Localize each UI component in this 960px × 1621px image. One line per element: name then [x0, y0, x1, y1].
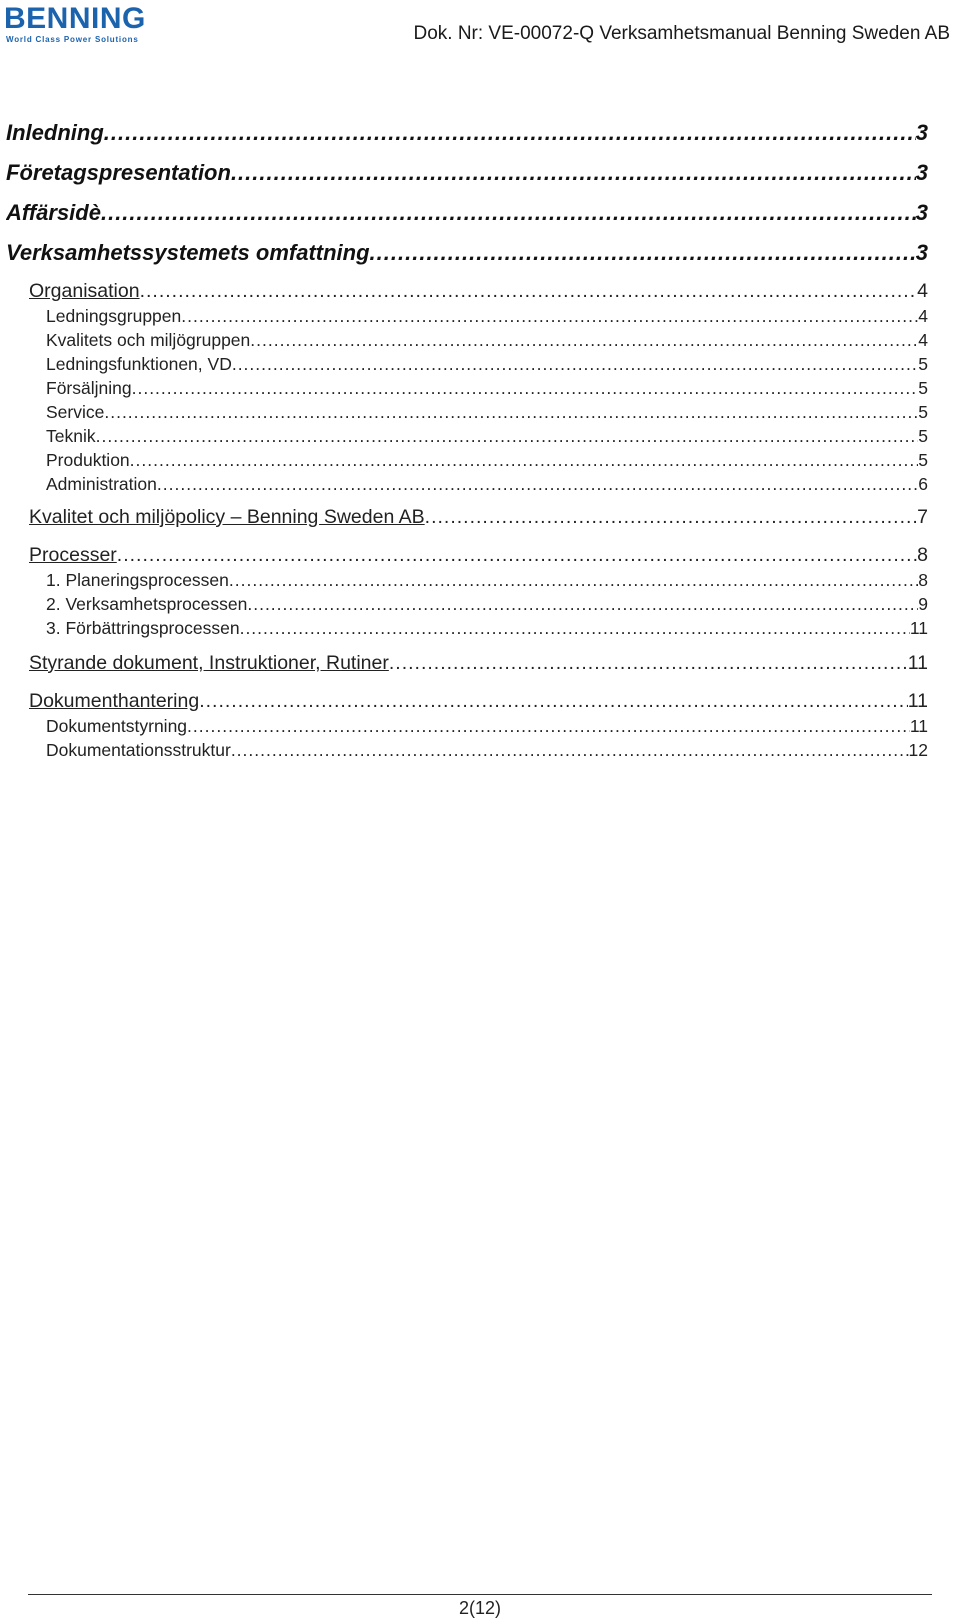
- toc-entry-forsaljning[interactable]: [46, 378, 928, 399]
- toc-leader-dots: [101, 200, 916, 226]
- toc-entry-processer[interactable]: [29, 544, 928, 567]
- toc-leader-dots: [140, 280, 918, 303]
- toc-entry-label: Organisation: [29, 280, 140, 302]
- toc-entry-page: 8: [917, 544, 928, 566]
- toc-entry-label: Dokumentationsstruktur: [46, 740, 231, 760]
- toc-entry-label: Service: [46, 402, 105, 422]
- toc-entry-label: Styrande dokument, Instruktioner, Rutiner: [29, 652, 389, 674]
- toc-leader-dots: [247, 594, 918, 615]
- toc-entry-label: Teknik: [46, 426, 96, 446]
- toc-entry-service[interactable]: [46, 402, 928, 423]
- toc-entry-dokumenthantering[interactable]: [29, 690, 928, 713]
- toc-entry-foretagspresentation[interactable]: [6, 160, 928, 186]
- toc-leader-dots: [425, 506, 917, 529]
- toc-leader-dots: [187, 716, 910, 737]
- toc-entry-planeringsprocessen[interactable]: [46, 570, 928, 591]
- toc-entry-page: 5: [918, 354, 928, 374]
- footer-divider: [28, 1594, 932, 1595]
- toc-entry-label: Dokumentstyrning: [46, 716, 188, 736]
- toc-entry-page: 3: [915, 160, 928, 185]
- toc-entry-label: Kvalitets och miljögruppen: [46, 330, 251, 350]
- page-number: 2(12): [458, 1598, 502, 1618]
- toc-entry-verksamhetsprocessen[interactable]: [46, 594, 928, 615]
- toc-entry-page: 5: [918, 426, 928, 446]
- toc-entry-page: 8: [918, 570, 928, 590]
- toc-entry-page: 4: [918, 306, 928, 326]
- toc-entry-kvalitet-och-miljopolicy[interactable]: [29, 506, 928, 529]
- toc-entry-page: 9: [918, 594, 928, 614]
- toc-leader-dots: [229, 570, 918, 591]
- toc-leader-dots: [104, 402, 918, 423]
- toc-leader-dots: [370, 240, 916, 266]
- toc-leader-dots: [232, 354, 918, 375]
- toc-entry-page: 5: [918, 402, 928, 422]
- toc-entry-page: 4: [918, 330, 928, 350]
- toc-entry-label: Administration: [46, 474, 157, 494]
- toc-entry-label: 3. Förbättringsprocessen: [46, 618, 240, 638]
- benning-logo: [4, 4, 184, 44]
- toc-entry-page: 5: [918, 450, 928, 470]
- toc-entry-page: 7: [917, 506, 928, 528]
- toc-entry-page: 4: [917, 280, 928, 302]
- toc-entry-forbattringsprocessen[interactable]: [46, 618, 928, 639]
- toc-entry-teknik[interactable]: [46, 426, 928, 447]
- toc-entry-page: 3: [915, 240, 928, 265]
- toc-entry-verksamhetssystemets-omfattning[interactable]: [6, 240, 928, 266]
- toc-leader-dots: [130, 450, 919, 471]
- toc-leader-dots: [389, 652, 908, 675]
- toc-entry-label: Ledningsgruppen: [46, 306, 182, 326]
- toc-entry-page: 3: [915, 120, 928, 145]
- toc-entry-label: Verksamhetssystemets omfattning: [6, 240, 370, 265]
- toc-leader-dots: [199, 690, 908, 713]
- toc-entry-page: 12: [908, 740, 928, 760]
- toc-entry-label: 1. Planeringsprocessen: [46, 570, 229, 590]
- toc-entry-page: 11: [909, 618, 928, 638]
- toc-entry-label: 2. Verksamhetsprocessen: [46, 594, 248, 614]
- toc-entry-label: Ledningsfunktionen, VD: [46, 354, 232, 374]
- toc-entry-styrande-dokument[interactable]: [29, 652, 928, 675]
- toc-entry-page: 6: [918, 474, 928, 494]
- toc-entry-affaraside[interactable]: [6, 200, 928, 226]
- toc-entry-organisation[interactable]: [29, 280, 928, 303]
- toc-entry-label: Företagspresentation: [6, 160, 231, 185]
- toc-entry-page: 5: [918, 378, 928, 398]
- toc-entry-label: Försäljning: [46, 378, 132, 398]
- toc-leader-dots: [157, 474, 918, 495]
- toc-leader-dots: [240, 618, 910, 639]
- page-header: [0, 0, 960, 48]
- toc-leader-dots: [117, 544, 917, 567]
- toc-leader-dots: [250, 330, 918, 351]
- toc-entry-page: 11: [907, 652, 928, 674]
- toc-entry-label: Inledning: [6, 120, 104, 145]
- toc-entry-label: Affärsidè: [6, 200, 101, 225]
- toc-entry-label: Dokumenthantering: [29, 690, 200, 712]
- toc-leader-dots: [231, 160, 916, 186]
- toc-entry-dokumentationsstruktur[interactable]: [46, 740, 928, 761]
- toc-leader-dots: [181, 306, 918, 327]
- toc-entry-label: Kvalitet och miljöpolicy – Benning Sweden AB: [29, 506, 425, 528]
- toc-entry-label: Produktion: [46, 450, 130, 470]
- toc-entry-produktion[interactable]: [46, 450, 928, 471]
- toc-entry-page: 3: [915, 200, 928, 225]
- logo-wordmark: BENNING: [4, 2, 146, 35]
- toc-leader-dots: [132, 378, 919, 399]
- document-title: Dok. Nr: VE-00072-Q Verksamhetsmanual Benning Sweden AB: [413, 23, 950, 44]
- toc-entry-ledningsfunktionen-vd[interactable]: [46, 354, 928, 375]
- toc-entry-page: 11: [907, 690, 928, 712]
- toc-entry-dokumentstyrning[interactable]: [46, 716, 928, 737]
- toc-entry-kvalitets-och-miljogruppen[interactable]: [46, 330, 928, 351]
- toc-leader-dots: [96, 426, 919, 447]
- logo-tagline: World Class Power Solutions: [6, 35, 139, 44]
- toc-entry-administration[interactable]: [46, 474, 928, 495]
- toc-leader-dots: [104, 120, 916, 146]
- toc-entry-inledning[interactable]: [6, 120, 928, 146]
- toc-entry-label: Processer: [29, 544, 117, 566]
- toc-leader-dots: [231, 740, 909, 761]
- toc-entry-ledningsgruppen[interactable]: [46, 306, 928, 327]
- toc-entry-page: 11: [909, 716, 928, 736]
